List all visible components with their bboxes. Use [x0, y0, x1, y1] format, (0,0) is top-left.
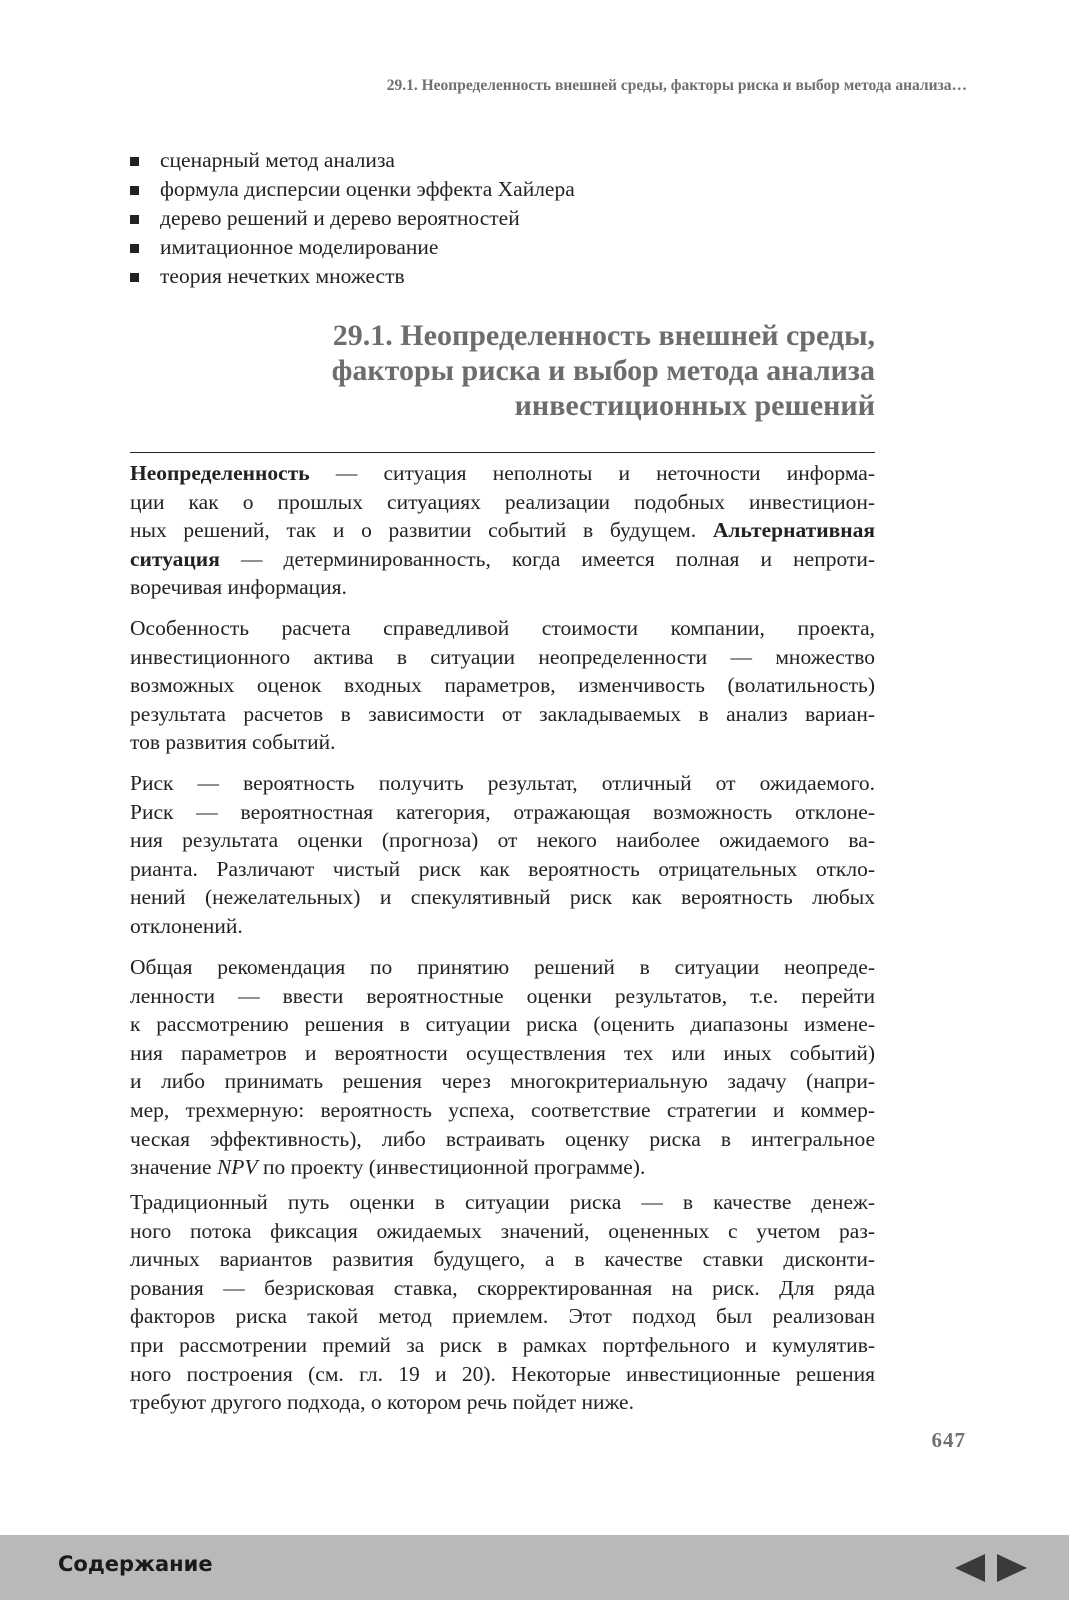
definition-block: Неопределенность — ситуация неполноты и неточности информа- ции как о прошлых ситуациях реализации подобных инвестицион- ных решений, так и о развитии событий в будущем. Альтернативная ситуация — детерминированность, когда имеется полная и непроти- воречивая информация. — [130, 461, 875, 600]
triangle-left-icon[interactable] — [953, 1553, 987, 1583]
term-uncertainty: Неопределенность — [130, 461, 310, 485]
list-item: теория нечетких множеств — [130, 262, 575, 291]
paragraph-risk: Риск — вероятность получить результат, отличный от ожидаемого. Риск — вероятностная категория, отражающая возможность отклоне- ния результата оценки (прогноза) от некого наиболее ожидаемого ва- рианта. Различают чистый риск как вероятность отрицательных откло- нений (нежелательных) и спекулятивный риск как вероятность любых отклонений. — [130, 771, 875, 938]
list-item: дерево решений и дерево вероятностей — [130, 204, 575, 233]
list-item: формула дисперсии оценки эффекта Хайлера — [130, 175, 575, 204]
term-alternative: Альтернативная — [712, 518, 875, 543]
bullet-square-icon — [130, 244, 139, 253]
list-item: сценарный метод анализа — [130, 146, 575, 175]
contents-link[interactable]: Содержание — [58, 1552, 213, 1576]
paragraph-recommendation: Общая рекомендация по принятию решений в ситуации неопреде- ленности — ввести вероятностные оценки результатов, т.е. перейти к рассмотрению решения в ситуации риска (оценить диапазоны измене- ния параметров и вероятности осуществления тех или иных событий) и либо принимать решения через многокритериальную задачу (напри- мер, трехмерную: вероятность успеха, соответствие стратегии и коммер- ческая эффективность), либо встраивать оценку риска в интегральное значение NPV по проекту (инвестиционной программе). — [130, 955, 875, 1180]
bullet-square-icon — [130, 186, 139, 195]
list-item: имитационное моделирование — [130, 233, 575, 262]
section-title-line: 29.1. Неопределенность внешней среды, — [332, 319, 875, 352]
bullet-square-icon — [130, 157, 139, 166]
bullet-square-icon — [130, 215, 139, 224]
triangle-right-icon[interactable] — [995, 1553, 1029, 1583]
section-divider — [130, 452, 875, 453]
method-bullet-list — [130, 146, 575, 291]
section-title — [175, 318, 875, 423]
term-situation: ситуация — [130, 546, 220, 571]
section-title-line: факторы риска и выбор метода анализа — [331, 354, 875, 387]
page-number: 647 — [931, 1428, 966, 1452]
paragraph-valuation: Особенность расчета справедливой стоимости компании, проекта, инвестиционного актива в ситуации неопределенности — множество возможных оценок входных параметров, изменчивость (волатильность) результата расчетов в зависимости от закладываемых в анализ вариан- тов развития событий. — [130, 616, 875, 755]
paragraph-traditional-approach: Традиционный путь оценки в ситуации риска — в качестве денеж- ного потока фиксация ожидаемых значений, оцененных с учетом раз- личных вариантов развития будущего, а в качестве ставки дисконти- рования — безрисковая ставка, скорректированная на риск. Для ряда факторов риска такой метод приемлем. Этот подход был реализован при рассмотрении премий за риск в рамках портфельного и кумулятив- ного построения (см. гл. 19 и 20). Некоторые инвестиционные решения требуют другого подхода, о котором речь пойдет ниже. — [130, 1190, 875, 1415]
bullet-square-icon — [130, 273, 139, 282]
section-title-line: инвестиционных решений — [514, 389, 875, 422]
navigation-bar — [0, 1535, 1069, 1600]
npv-term: NPV — [216, 1155, 258, 1180]
running-header: 29.1. Неопределенность внешней среды, факторы риска и выбор метода анализа… — [386, 77, 967, 94]
